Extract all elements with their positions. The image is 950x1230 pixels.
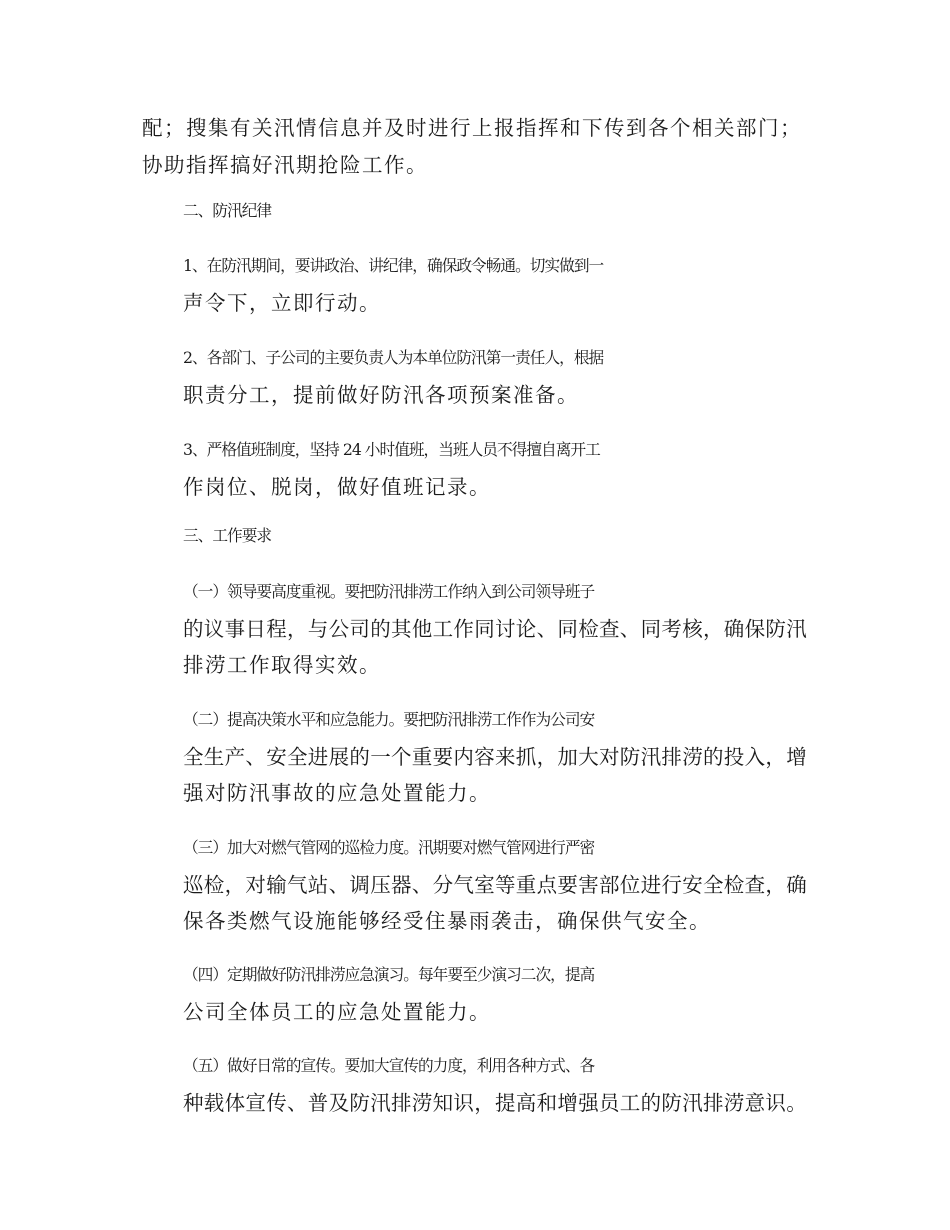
text-line: 保各类燃气设施能够经受住暴雨袭击，确保供气安全。 bbox=[183, 909, 711, 933]
text-line: （二）提高决策水平和应急能力。要把防汛排涝工作作为公司安 bbox=[183, 710, 595, 729]
text-line: （三）加大对燃气管网的巡检力度。汛期要对燃气管网进行严密 bbox=[183, 838, 595, 857]
text-line: 声令下，立即行动。 bbox=[183, 290, 381, 315]
text-line: 强对防汛事故的应急处置能力。 bbox=[183, 781, 491, 805]
paragraph-requirement-2 bbox=[142, 702, 808, 812]
text-line: 种载体宣传、普及防汛排涝知识，提高和增强员工的防汛排涝意识。 bbox=[183, 1090, 807, 1115]
paragraph-discipline-1 bbox=[142, 248, 808, 321]
paragraph-requirement-5 bbox=[142, 1048, 808, 1121]
text-line: 配；搜集有关汛情信息并及时进行上报指挥和下传到各个相关部门； bbox=[142, 116, 802, 140]
text-line: 公司全体员工的应急处置能力。 bbox=[183, 999, 491, 1024]
heading-text: 三、工作要求 bbox=[183, 526, 272, 545]
text-line: 1、在防汛期间，要讲政治、讲纪律，确保政令畅通。切实做到一 bbox=[183, 256, 604, 275]
text-line: 2、各部门、子公司的主要负责人为本单位防汛第一责任人，根据 bbox=[183, 348, 604, 367]
text-line: （四）定期做好防汛排涝应急演习。每年要至少演习二次，提高 bbox=[183, 965, 595, 984]
paragraph-requirement-4 bbox=[142, 957, 808, 1030]
text-line: （五）做好日常的宣传。要加大宣传的力度，利用各种方式、各 bbox=[183, 1056, 595, 1075]
text-line: 3、严格值班制度，坚持 24 小时值班，当班人员不得擅自离开工 bbox=[183, 440, 600, 459]
text-line: 巡检，对输气站、调压器、分气室等重点要害部位进行安全检查，确 bbox=[183, 872, 807, 897]
text-line: 职责分工，提前做好防汛各项预案准备。 bbox=[183, 382, 579, 407]
paragraph-discipline-3 bbox=[142, 432, 808, 505]
text-line: 协助指挥搞好汛期抢险工作。 bbox=[142, 152, 428, 177]
text-line: 的议事日程，与公司的其他工作同讨论、同检查、同考核，确保防汛 bbox=[183, 616, 807, 641]
paragraph-continued bbox=[142, 110, 808, 183]
paragraph-requirement-3 bbox=[142, 830, 808, 940]
text-line: 排涝工作取得实效。 bbox=[183, 653, 381, 677]
section-heading-requirements bbox=[142, 518, 808, 555]
heading-text: 二、防汛纪律 bbox=[183, 201, 272, 220]
section-heading-discipline bbox=[142, 193, 808, 230]
text-line: 全生产、安全进展的一个重要内容来抓，加大对防汛排涝的投入，增 bbox=[183, 744, 807, 769]
paragraph-discipline-2 bbox=[142, 340, 808, 413]
text-line: （一）领导要高度重视。要把防汛排涝工作纳入到公司领导班子 bbox=[183, 582, 595, 601]
paragraph-requirement-1 bbox=[142, 574, 808, 684]
text-line: 作岗位、脱岗，做好值班记录。 bbox=[183, 474, 491, 499]
